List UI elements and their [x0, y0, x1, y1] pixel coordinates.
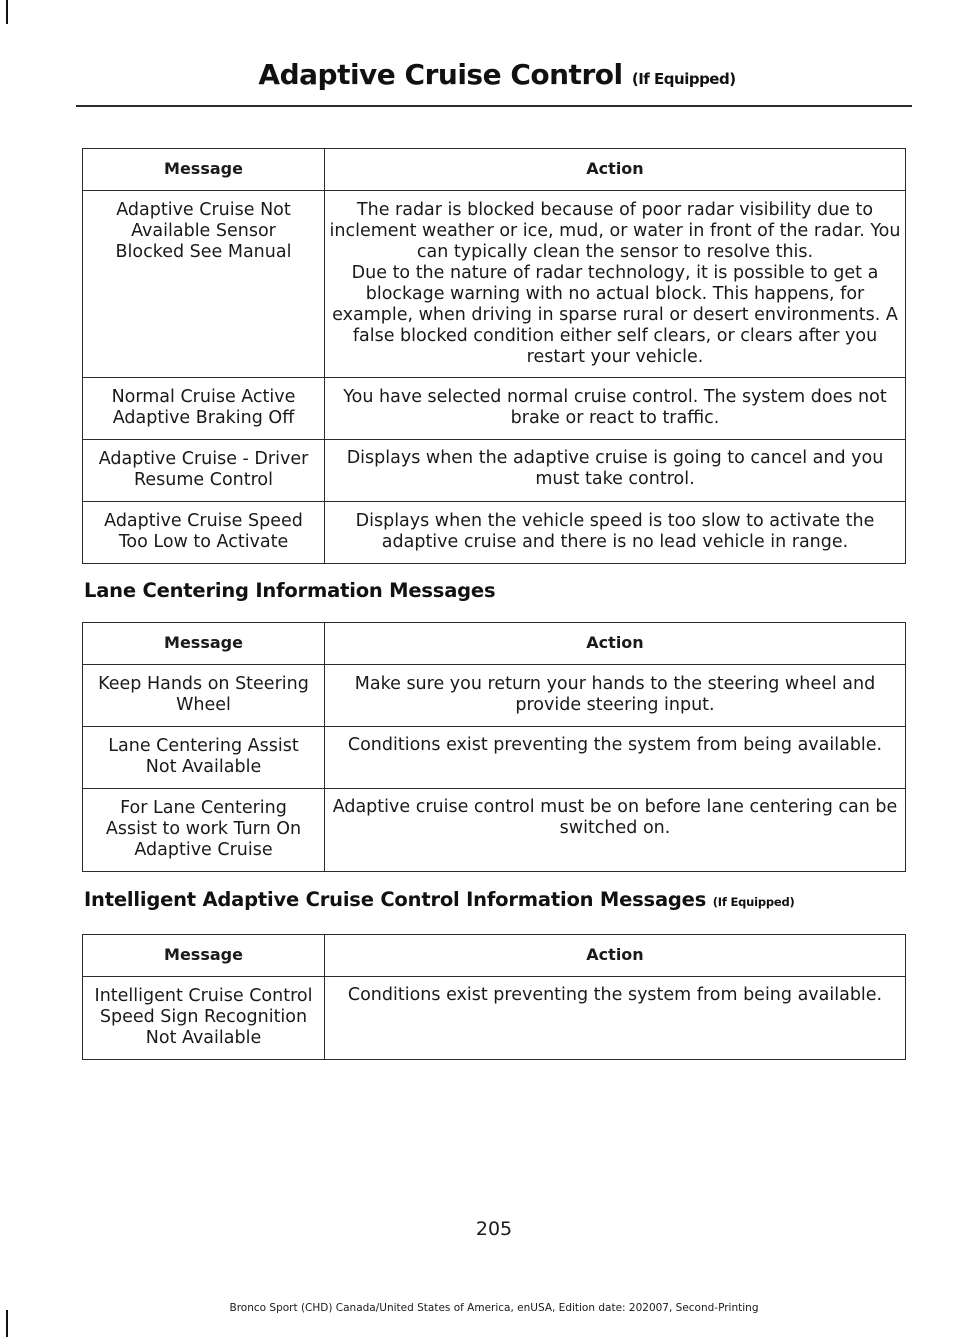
action-cell: Make sure you return your hands to the steering wheel and provide steering input.: [325, 665, 906, 727]
table-header-row: [83, 149, 906, 191]
column-header-message: Message: [83, 149, 325, 191]
message-cell: For Lane Centering Assist to work Turn On Adaptive Cruise: [83, 789, 325, 872]
column-header-message: Message: [83, 623, 325, 665]
page-number: 205: [475, 1218, 513, 1240]
lane-centering-table: [82, 622, 906, 872]
crop-mark-bottom-left: [6, 1310, 8, 1337]
message-cell: Keep Hands on Steering Wheel: [83, 665, 325, 727]
message-cell: Intelligent Cruise Control Speed Sign Recognition Not Available: [83, 977, 325, 1060]
action-cell: You have selected normal cruise control. The system does not brake or react to traffic.: [325, 378, 906, 440]
column-header-message: Message: [83, 935, 325, 977]
table-row: [83, 378, 906, 440]
message-cell: Adaptive Cruise - Driver Resume Control: [83, 440, 325, 502]
message-cell: Lane Centering Assist Not Available: [83, 727, 325, 789]
page-title-text: Adaptive Cruise Control: [258, 58, 623, 91]
section-heading-text: Intelligent Adaptive Cruise Control Information Messages: [84, 888, 707, 911]
action-cell: [325, 191, 906, 378]
action-cell: Conditions exist preventing the system from being available.: [325, 977, 906, 1060]
table-row: [83, 789, 906, 872]
cruise-messages-table: [82, 148, 906, 564]
message-cell: Adaptive Cruise Speed Too Low to Activate: [83, 502, 325, 564]
table-header-row: [83, 623, 906, 665]
table-row: [83, 977, 906, 1060]
edition-footer: Bronco Sport (CHD) Canada/United States of America, enUSA, Edition date: 202007, Second-Printing: [229, 1302, 759, 1314]
section-heading-lane-centering: Lane Centering Information Messages: [84, 579, 496, 602]
action-paragraph: Due to the nature of radar technology, it is possible to get a blockage warning with no actual block. This happens, for example, when driving in sparse rural or desert environments. A false blocked condition either self clears, or clears after you restart your vehicle.: [332, 263, 898, 367]
table-header-row: [83, 935, 906, 977]
table-row: [83, 502, 906, 564]
column-header-action: Action: [325, 935, 906, 977]
section-heading-qualifier: (If Equipped): [712, 895, 795, 909]
action-cell: Displays when the adaptive cruise is going to cancel and you must take control.: [325, 440, 906, 502]
crop-mark-top-left: [6, 0, 8, 24]
table-row: [83, 727, 906, 789]
message-cell: Adaptive Cruise Not Available Sensor Blocked See Manual: [83, 191, 325, 378]
table-row: [83, 440, 906, 502]
table-row: [83, 191, 906, 378]
message-cell: Normal Cruise Active Adaptive Braking Off: [83, 378, 325, 440]
action-cell: Displays when the vehicle speed is too slow to activate the adaptive cruise and there is no lead vehicle in range.: [325, 502, 906, 564]
header-divider: [76, 105, 912, 107]
intelligent-acc-table: [82, 934, 906, 1060]
page-title-qualifier: (If Equipped): [631, 70, 736, 88]
action-cell: Conditions exist preventing the system from being available.: [325, 727, 906, 789]
action-paragraph: The radar is blocked because of poor radar visibility due to inclement weather or ice, mud, or water in front of the radar. You can typically clean the sensor to resolve this.: [329, 200, 901, 262]
column-header-action: Action: [325, 149, 906, 191]
table-row: [83, 665, 906, 727]
page-title: [0, 58, 960, 91]
section-heading-intelligent-acc: [84, 888, 795, 911]
column-header-action: Action: [325, 623, 906, 665]
action-cell: Adaptive cruise control must be on before lane centering can be switched on.: [325, 789, 906, 872]
